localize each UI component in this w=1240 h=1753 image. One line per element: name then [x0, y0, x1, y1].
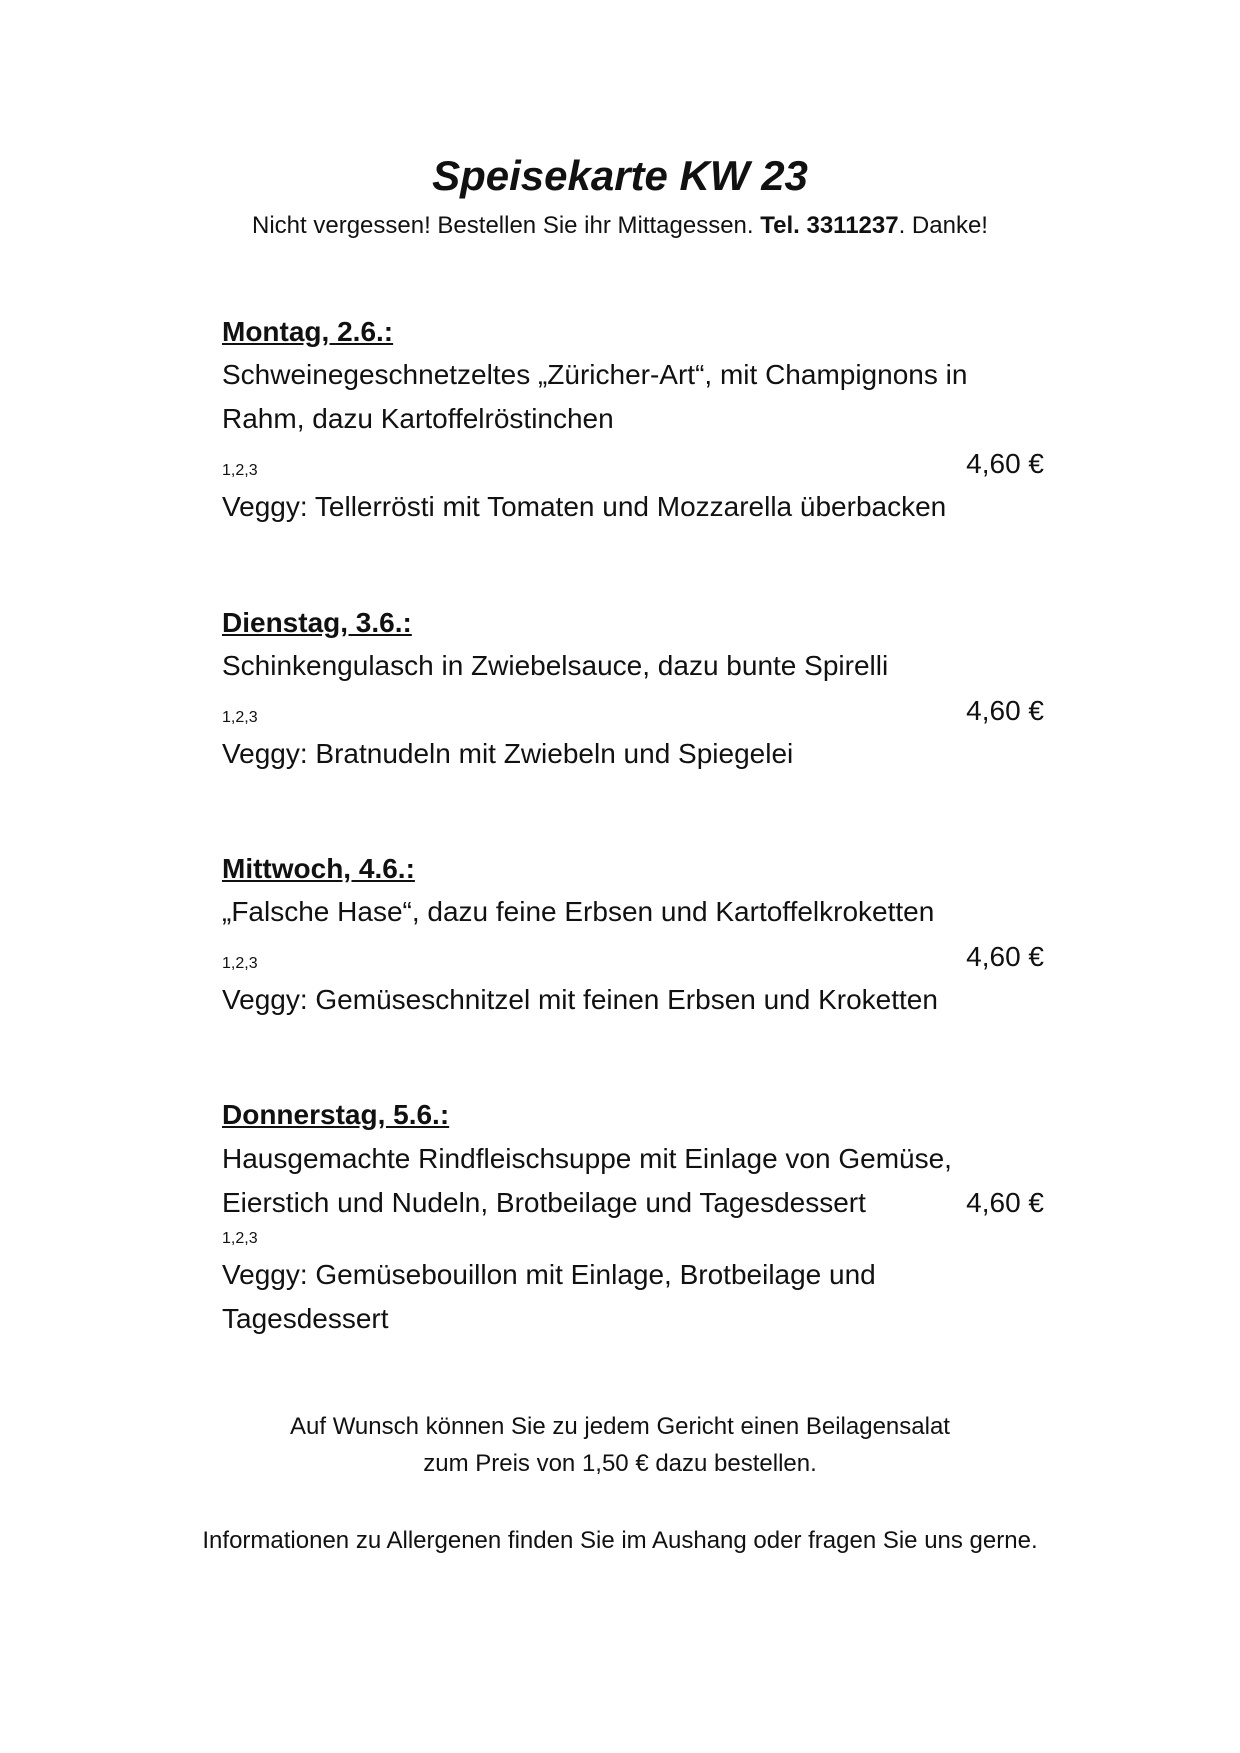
dish-line: Hausgemachte Rindfleischsuppe mit Einlage von Gemüse,: [222, 1143, 952, 1174]
side-salad-note: Auf Wunsch können Sie zu jedem Gericht einen Beilagensalat: [290, 1413, 950, 1440]
price: 4,60 €: [966, 1187, 1044, 1218]
allergen-codes: 1,2,3: [222, 1230, 258, 1247]
order-reminder-thanks: . Danke!: [898, 212, 988, 239]
veggy-line: Veggy: Gemüseschnitzel mit feinen Erbsen und Kroketten: [222, 984, 938, 1015]
dish-line: Eierstich und Nudeln, Brotbeilage und Tagesdessert: [222, 1187, 866, 1218]
veggy-line: Veggy: Bratnudeln mit Zwiebeln und Spiegelei: [222, 738, 794, 769]
dish-line: „Falsche Hase“, dazu feine Erbsen und Kartoffelkroketten: [222, 896, 935, 927]
veggy-line: Veggy: Gemüsebouillon mit Einlage, Brotbeilage und: [222, 1259, 876, 1290]
allergen-info-note: Informationen zu Allergenen finden Sie im Aushang oder fragen Sie uns gerne.: [202, 1527, 1038, 1554]
dish-line: Schinkengulasch in Zwiebelsauce, dazu bunte Spirelli: [222, 650, 889, 681]
order-reminder-text: Nicht vergessen! Bestellen Sie ihr Mittagessen.: [252, 212, 761, 239]
phone-number: Tel. 3311237: [760, 212, 899, 239]
day-heading: Montag, 2.6.:: [222, 316, 394, 347]
price: 4,60 €: [966, 941, 1044, 972]
allergen-codes: 1,2,3: [222, 955, 258, 972]
dish-line: Rahm, dazu Kartoffelröstinchen: [222, 403, 614, 434]
price: 4,60 €: [966, 448, 1044, 479]
side-salad-price-note: zum Preis von 1,50 € dazu bestellen.: [423, 1450, 817, 1477]
veggy-line: Veggy: Tellerrösti mit Tomaten und Mozzarella überbacken: [222, 491, 947, 522]
page-title: Speisekarte KW 23: [432, 152, 808, 199]
day-heading: Dienstag, 3.6.:: [222, 607, 412, 638]
price: 4,60 €: [966, 695, 1044, 726]
veggy-line: Tagesdessert: [222, 1303, 389, 1334]
day-heading: Mittwoch, 4.6.:: [222, 853, 415, 884]
allergen-codes: 1,2,3: [222, 462, 258, 479]
allergen-codes: 1,2,3: [222, 709, 258, 726]
order-reminder: [0, 210, 1240, 242]
day-heading: Donnerstag, 5.6.:: [222, 1099, 450, 1130]
dish-line: Schweinegeschnetzeltes „Züricher-Art“, mit Champignons in: [222, 359, 968, 390]
